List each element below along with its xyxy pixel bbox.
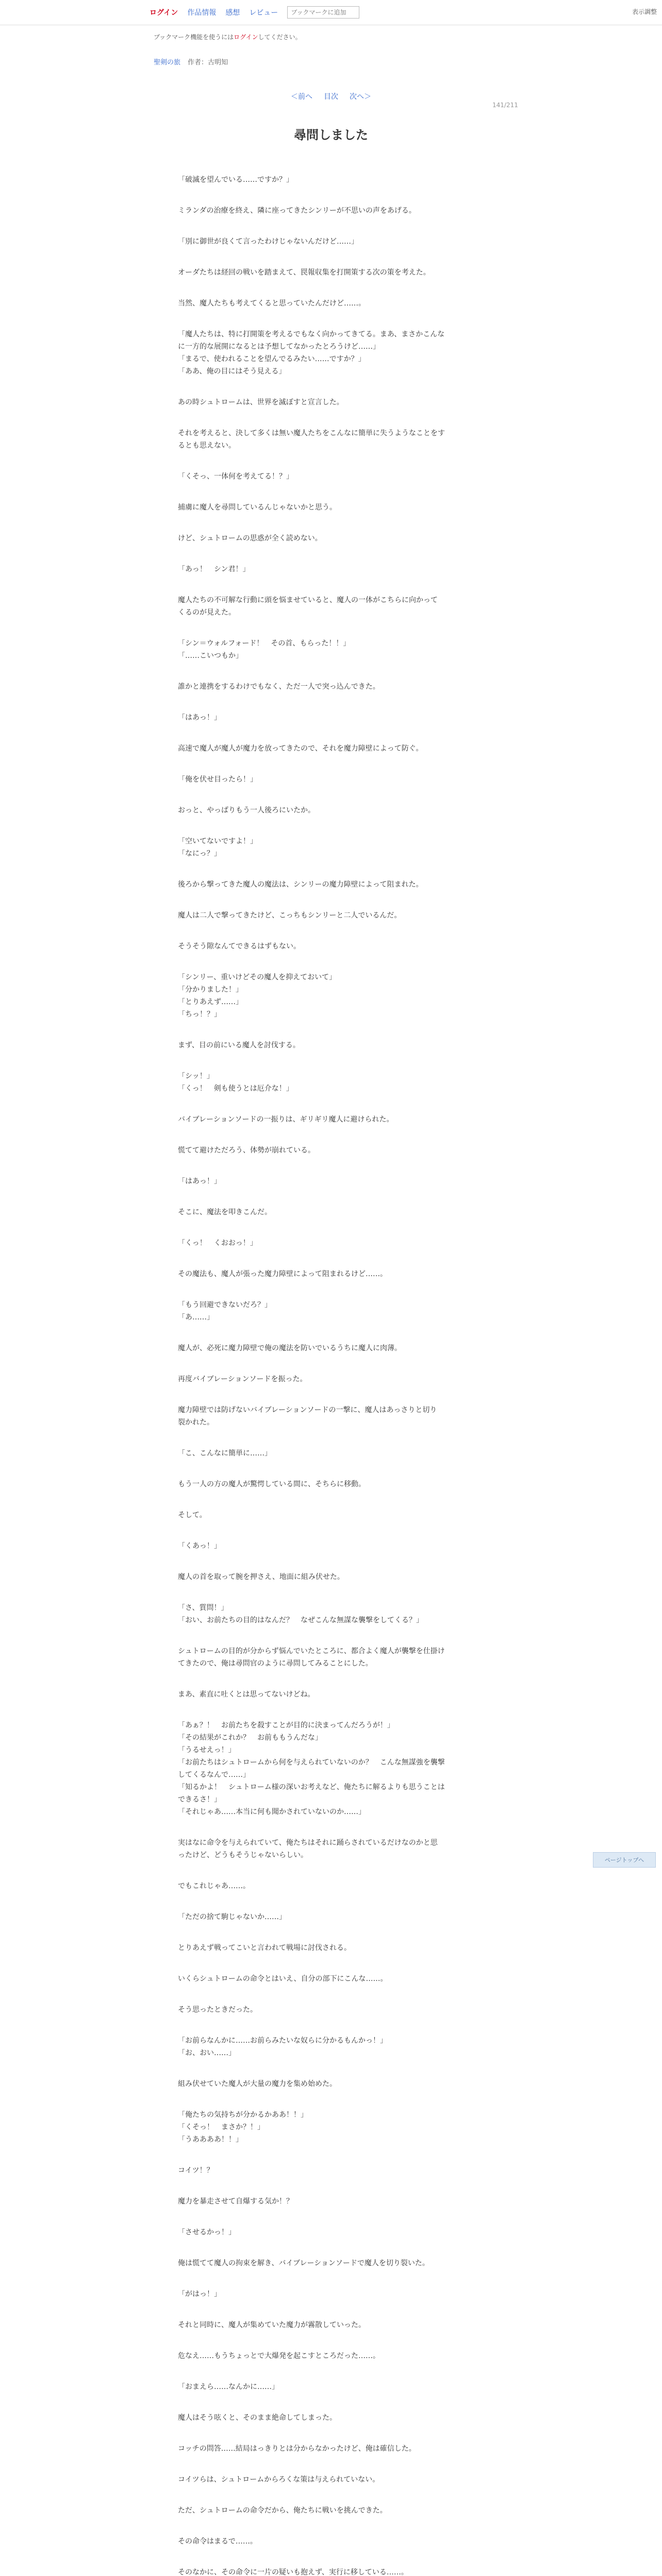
novel-paragraph: その魔法も、魔人が張った魔力障壁によって阻まれるけど……。 <box>178 1270 387 1278</box>
display-settings-label: 表示調整 <box>632 8 657 15</box>
novel-paragraph: コイツ！？ <box>178 2166 214 2175</box>
novel-paragraph: 「シンリー、重いけどその魔人を抑えておいて」 「分かりました！」 「とりあえず……」 「ちっ！？」 <box>178 973 337 1019</box>
novel-paragraph: おっと、やっぱりもう一人後ろにいたか。 <box>178 806 315 815</box>
novel-paragraph: 後ろから撃ってきた魔人の魔法は、シンリーの魔力障壁によって阻まれた。 <box>178 880 423 889</box>
novel-body <box>178 174 485 2576</box>
page-top-button[interactable]: ページトップへ <box>593 1852 656 1868</box>
novel-paragraph: それを考えると、決して多くは無い魔人たちをこんなに簡単に失うようなことをす るとも思えない。 <box>178 429 445 450</box>
novel-paragraph: 「もう回避できないだろ？」 「あ……」 <box>178 1301 272 1321</box>
novel-paragraph: 「くっ！ くおおっ！」 <box>178 1239 257 1247</box>
author-name: 作者：古明知 <box>188 59 228 66</box>
novel-paragraph: それと同時に、魔人が集めていた魔力が霧散していった。 <box>178 2321 366 2329</box>
bookmark-notice <box>0 25 662 41</box>
novel-paragraph: 魔人の首を取って腕を押さえ、地面に組み伏せた。 <box>178 1573 344 1581</box>
novel-paragraph: バイブレーションソードの一振りは、ギリギリ魔人に避けられた。 <box>178 1115 394 1124</box>
novel-paragraph: 危なえ……もうちょっとで大爆発を起こすところだった……。 <box>178 2352 380 2360</box>
novel-paragraph: 「あぁ？！ お前たちを殺すことが目的に決まってんだろうが！」 「その結果がこれか？ お前ももうんだな」 「うるせえっ！」 「お前たちはシュトロームから何を与えられていないのか？ こんな無謀強を襲撃 してくるなんで……」 「知るかよ！ シュトローム様の深いお考えなど、俺たちに解るよりも思うことは できるさ！」 「それじゃあ……本当に何も聞かされていないのか……」 <box>178 1721 445 1816</box>
novel-paragraph: 「ただの捨て駒じゃないか……」 <box>178 1913 286 1921</box>
novel-paragraph: 実はなに命令を与えられていて、俺たちはそれに踊らされているだけなのかと思 ったけど、どうもそうじゃないらしい。 <box>178 1839 438 1859</box>
series-link[interactable]: 聖剣の旅 <box>154 59 181 66</box>
notice-login-link[interactable]: ログイン <box>234 33 258 41</box>
novel-paragraph: そうそう隙なんてできるはずもない。 <box>178 942 301 951</box>
novel-paragraph: でもこれじゃあ……。 <box>178 1882 250 1890</box>
novel-paragraph: 魔力を暴走させて自爆する気か！？ <box>178 2197 293 2206</box>
chapter-title: 尋問しました <box>294 128 368 142</box>
novel-paragraph: 「別に御世が良くて言ったわけじゃないんだけど……」 <box>178 238 358 246</box>
novel-paragraph: 「くあっ！」 <box>178 1542 221 1550</box>
novel-paragraph: 「破滅を望んでいる……ですか？」 <box>178 176 293 184</box>
novel-paragraph: 捕虜に魔人を尋問しているんじゃないかと思う。 <box>178 503 337 512</box>
next-link[interactable]: 次へ＞ <box>350 93 371 101</box>
pager-top <box>0 91 662 101</box>
novel-paragraph: 魔力障壁では防げないバイブレーションソードの一撃に、魔人はあっさりと切り 裂かれた。 <box>178 1406 437 1427</box>
novel-paragraph: 誰かと連携をするわけでもなく、ただ一人で突っ込んできた。 <box>178 683 380 691</box>
bookmark-add-field[interactable] <box>287 6 359 19</box>
novel-paragraph: 「はあっ！」 <box>178 1177 221 1185</box>
novel-paragraph: 「あっ！ シン君！」 <box>178 565 250 573</box>
novel-paragraph: コイツらは、シュトロームからろくな策は与えられていない。 <box>178 2476 380 2484</box>
novel-paragraph: 「くそっ、一体何を考えてる！？」 <box>178 472 293 481</box>
nav-impressions[interactable]: 感想 <box>225 9 240 17</box>
novel-paragraph: 「俺たちの気持ちが分かるかああ！！」 「くそっ！ まさか？！」 「うああああ！！」 <box>178 2111 308 2144</box>
novel-paragraph: 魔人はそう呟くと、そのまま絶命してしまった。 <box>178 2414 337 2422</box>
top-nav <box>150 6 359 19</box>
novel-paragraph: 「俺を伏せ目ったら！」 <box>178 775 257 784</box>
nav-reviews[interactable]: レビュー <box>249 9 278 17</box>
novel-paragraph: 魔人が、必死に魔力障壁で俺の魔法を防いでいるうちに魔人に肉薄。 <box>178 1344 402 1352</box>
novel-paragraph: もう一人の方の魔人が驚愕している間に、そちらに移動。 <box>178 1480 366 1488</box>
notice-text-end: してください。 <box>258 33 302 41</box>
novel-paragraph: コッチの問答……結局はっきりとは分からなかったけど、俺は確信した。 <box>178 2445 416 2453</box>
novel-paragraph: 高速で魔人が魔人が魔力を放ってきたので、それを魔力障壁によって防ぐ。 <box>178 744 423 753</box>
notice-text: ブックマーク機能を使うには <box>154 33 234 41</box>
novel-paragraph: まず、目の前にいる魔人を討伐する。 <box>178 1041 300 1049</box>
novel-paragraph: 「魔人たちは、特に打開策を考えるでもなく向かってきてる。まあ、まさかこんな に一方的な展開になるとは予想してなかったとろうけど……」 「まるで、使われることを望んでるみたい……ですか？」 「ああ、俺の目にはそう見える」 <box>178 330 445 376</box>
novel-paragraph: 「こ、こんなに簡単に……」 <box>178 1449 272 1458</box>
prev-link[interactable]: ＜前へ <box>291 93 312 101</box>
display-settings[interactable] <box>632 7 657 16</box>
novel-paragraph: 「お前らなんかに……お前らみたいな奴らに分かるもんかっ！」 「お、おい……」 <box>178 2037 387 2057</box>
work-meta <box>0 41 662 66</box>
novel-paragraph: そこに、魔法を叩きこんだ。 <box>178 1208 272 1216</box>
novel-paragraph: シュトロームの目的が分からず悩んでいたところに、都合よく魔人が襲撃を仕掛け てきたので、俺は尋問官のように尋問してみることにした。 <box>178 1647 445 1668</box>
novel-paragraph: 魔人は二人で撃ってきたけど、こっちもシンリーと二人でいるんだ。 <box>178 911 402 920</box>
novel-paragraph: 「がはっ！」 <box>178 2290 221 2298</box>
novel-paragraph: 「おまえら……なんかに……」 <box>178 2383 279 2391</box>
novel-paragraph: 魔人たちの不可解な行動に頭を悩ませていると、魔人の一体がこちらに向かって くるのが見えた。 <box>178 596 438 617</box>
novel-paragraph: 再度バイブレーションソードを振った。 <box>178 1375 307 1383</box>
top-bar <box>0 0 662 25</box>
novel-paragraph: あの時シュトロームは、世界を滅ぼすと宣言した。 <box>178 398 344 406</box>
novel-paragraph: 当然、魔人たちも考えてくると思っていたんだけど……。 <box>178 299 366 308</box>
novel-paragraph: 慌てて避けただろう、体勢が崩れている。 <box>178 1146 315 1155</box>
novel-paragraph: いくらシュトロームの命令とはいえ、自分の部下にこんな……。 <box>178 1975 388 1983</box>
novel-paragraph: 「シン＝ウォルフォード！ その首、もらった！！」 「……こいつもか」 <box>178 639 351 660</box>
novel-paragraph: まあ、素直に吐くとは思ってないけどね。 <box>178 1690 315 1699</box>
novel-paragraph: 組み伏せていた魔人が大量の魔力を集め始めた。 <box>178 2080 337 2088</box>
novel-paragraph: 「させるかっ！」 <box>178 2228 236 2236</box>
toc-link[interactable]: 目次 <box>324 93 338 101</box>
novel-paragraph: 「空いてないですよ！」 「なにっ？」 <box>178 837 257 858</box>
novel-paragraph: 俺は慌てて魔人の拘束を解き、バイブレーションソードで魔人を切り裂いた。 <box>178 2259 429 2267</box>
novel-paragraph: そして。 <box>178 1511 207 1519</box>
novel-paragraph: ミランダの治療を終え、隣に座ってきたシンリーが不思いの声をあげる。 <box>178 207 416 215</box>
novel-paragraph: 「シッ！」 「くっ！ 剣も使うとは厄介な！」 <box>178 1072 293 1093</box>
novel-paragraph: けど、シュトロームの思惑が全く読めない。 <box>178 534 322 543</box>
login-link[interactable]: ログイン <box>150 9 178 17</box>
novel-paragraph: 「さ、質問！」 「おい、お前たちの目的はなんだ？ なぜこんな無謀な襲撃をしてくる？」 <box>178 1604 423 1624</box>
nav-work-info[interactable]: 作品情報 <box>187 9 217 17</box>
page-counter: 141/211 <box>492 101 518 109</box>
novel-paragraph: そう思ったときだった。 <box>178 2006 257 2014</box>
novel-paragraph: その命令はまるで……。 <box>178 2537 257 2546</box>
novel-paragraph: 「はあっ！」 <box>178 714 221 722</box>
novel-paragraph: ただ、シュトロームの命令だから、俺たちに戦いを挑んできた。 <box>178 2506 387 2515</box>
novel-paragraph: そのなかに、その命令に一片の疑いも抱えず、実行に移している……。 <box>178 2568 408 2576</box>
novel-paragraph: とりあえず戦ってこいと言われて戦場に討伐される。 <box>178 1944 351 1952</box>
novel-paragraph: オーダたちは経回の戦いを踏まえて、罠報収集を打開策する次の策を考えた。 <box>178 268 431 277</box>
